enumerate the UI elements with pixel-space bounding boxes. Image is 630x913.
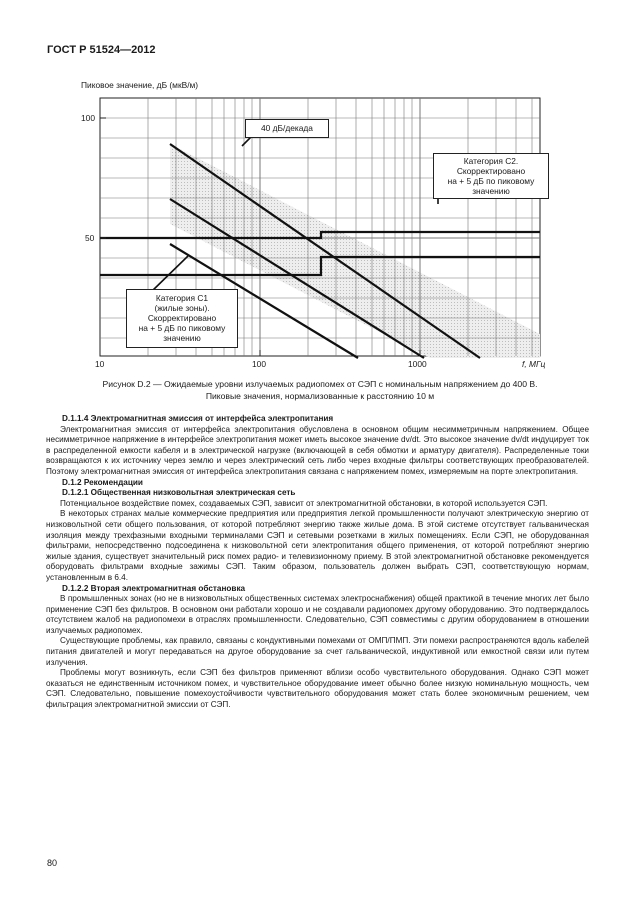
slope-label-box	[245, 119, 329, 138]
c2-label-line: Скорректировано	[456, 166, 526, 176]
heading-d122: D.1.2.2 Вторая электромагнитная обстановка	[62, 583, 246, 593]
c1-label-line: Скорректировано	[147, 313, 217, 323]
emission-figure	[40, 74, 600, 374]
paragraph: Электромагнитная эмиссия от интерфейса электропитания обусловлена в основном общим несимметричным напряжением. Общее несимметричное напряжение в интерфейсе электропитания может иметь высокое значение dv/dt. Это высокое значение dv/dt индуцирует ток в распределенной емкости кабеля и в электрической нагрузке (включающей в себя обмотки и арматуру двигателя). Распределенные токи возвращаются к их источнику через землю и через электрический сеть либо через входные фильтры соответствующих преобразователей. Поэтому электромагнитная эмиссия от интерфейса электропитания связана с напряжением помех, измеряемым на порте электропитания.	[46, 424, 589, 476]
y-tick-50: 50	[85, 233, 95, 243]
paragraph: В некоторых странах малые коммерческие предприятия или предприятия легкой промышленности получают электрическую энергию от низковольтной сети общего пользования, от которой потребляют энергию также жилые дома. В этой системе отсутствует гальваническая изоляция между трехфазными входными терминалами СЭП и сетевыми розетками в жилых помещениях. Если СЭП, не оборудованная фильтрами, непосредственно подсоединена к низковольтной сети электропитания общего применения, от которой потребляют энергию жилые здания, существует значительный риск помех радио- и телевизионному приему. В этой электромагнитной обстановке рекомендуется оборудовать фильтрами входные зажимы СЭП. Таким образом, пользователь должен выбрать СЭП, соответствующую нормам, установленным в 6.4.	[46, 509, 589, 582]
c1-label-line: (жилые зоны).	[154, 303, 210, 313]
c1-label-box	[126, 289, 238, 348]
figure-caption	[40, 378, 600, 402]
x-axis-label: f, МГц	[522, 359, 546, 369]
c2-label-line: на + 5 дБ по пиковому	[447, 176, 535, 186]
y-axis-label: Пиковое значение, дБ (мкВ/м)	[81, 80, 199, 90]
paragraph: Существующие проблемы, как правило, связаны с кондуктивными помехами от ОМП/ПМП. Эти помехи распространяются вдоль кабелей питания двигателей и могут передаваться на другое оборудование за счет гальванической, индуктивной или емкостной связи или путем излучения.	[46, 636, 589, 667]
caption-line-1: Рисунок D.2 — Ожидаемые уровни излучаемых радиопомех от СЭП с номинальным напряжением до 400 В.	[102, 379, 538, 389]
caption-line-2: Пиковые значения, нормализованные к расстоянию 10 м	[205, 391, 435, 401]
slope-label: 40 дБ/декада	[261, 123, 313, 133]
c2-label-line: Категория С2.	[463, 156, 519, 166]
c2-label-box	[433, 153, 549, 199]
c2-label-line: значению	[472, 186, 510, 196]
x-tick-10: 10	[95, 359, 105, 369]
paragraph: В промышленных зонах (но не в низковольтных общественных системах электроснабжения) общей практикой в течение многих лет было применение СЭП без фильтров. В основном они работали хорошо и не создавали радиопомех другому оборудованию. Это подтверждалось отсутствием жалоб на радиопомехи в отраслях промышленности. Следовательно, СЭП совместимы с другим оборудованием в отношении излучаемых радиопомех.	[46, 594, 589, 635]
c1-label-line: значению	[163, 333, 201, 343]
paragraph: Потенциальное воздействие помех, создаваемых СЭП, зависит от электромагнитной обстановки, в которой используется СЭП.	[60, 498, 548, 508]
c1-label-line: Категория С1	[155, 293, 209, 303]
paragraph: Проблемы могут возникнуть, если СЭП без фильтров применяют вблизи особо чувствительного оборудования. Однако СЭП может оказаться не единственным источником помех, и чувствительное оборудование имеет обычно более низкую номинальную мощность, чем СЭП. Следовательно, повышение помехоустойчивости чувствительного оборудования может стать более экономичным решением, чем фильтрация электромагнитной эмиссии от СЭП.	[46, 668, 589, 710]
c1-label-line: на + 5 дБ по пиковому	[138, 323, 226, 333]
heading-d12: D.1.2 Рекомендации	[62, 477, 143, 487]
x-tick-100: 100	[252, 359, 266, 369]
x-tick-1000: 1000	[408, 359, 427, 369]
page-number: 80	[47, 858, 58, 868]
y-tick-100: 100	[81, 113, 95, 123]
heading-d121: D.1.2.1 Общественная низковольтная электрическая сеть	[62, 488, 296, 498]
standard-header: ГОСТ Р 51524—2012	[47, 44, 156, 56]
heading-d114: D.1.1.4 Электромагнитная эмиссия от интерфейса электропитания	[62, 414, 334, 423]
body-text	[46, 414, 589, 711]
